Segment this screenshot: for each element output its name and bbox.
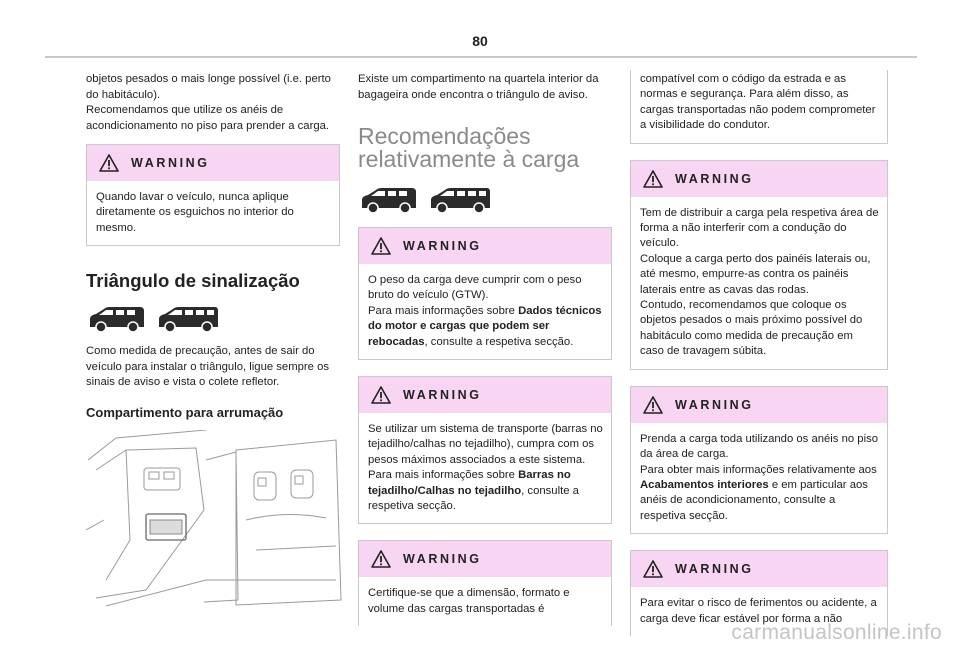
warning-heavy-text: Contudo, recomendamos que coloque os objetos pesados o mais próximo possível do habitáculo como medida de precaução em caso de travagem súbita. [640,299,863,358]
warning-title: WARNING [403,552,482,567]
warning-box [630,160,888,370]
warning-triangle-icon [371,550,391,568]
warning-reference [368,468,603,514]
watermark: carmanualsonline.info [731,621,942,644]
warning-header [359,377,611,413]
warning-title: WARNING [403,239,482,253]
warning-title: WARNING [131,156,210,170]
vehicle-variants [358,187,612,215]
warning-title: WARNING [675,562,754,577]
warning-text: Certifique-se que a dimensão, formato e volume das cargas transportadas é [368,587,570,615]
warning-title: WARNING [675,171,754,186]
subheading-storage: Compartimento para arrumação [86,404,284,420]
warning-header [631,161,887,197]
column-right [630,72,888,636]
warning-header [359,541,611,577]
warning-header [359,228,611,264]
warning-header [631,387,887,423]
warning-triangle-icon [643,396,663,414]
vehicle-variants [86,306,340,334]
continued-text: compatível com o código da estrada e as normas e segurança. Para além disso, as cargas transportadas não podem comprometer a visibilidade do condutor. [640,73,876,132]
loading-heading-line2: relativamente à carga [358,146,580,172]
reference-prefix: Para mais informações sobre [368,469,519,482]
page-number: 80 [472,33,488,49]
col1-intro-line2: Recomendamos que utilize os anéis de acondicionamento no piso para prender a carga. [86,104,330,132]
reference-suffix: e em particular aos anéis de acondicionamento, consulte a respetiva secção. [640,478,868,522]
warning-distribute-text: Tem de distribuir a carga pela respetiva área de forma a não interferir com a condução do veículo. [640,206,879,250]
warning-triangle-icon [371,386,391,404]
reference-prefix: Para mais informações sobre [368,304,519,317]
warning-triangle-icon [371,237,391,255]
warning-continuation [630,70,888,144]
warning-reference [368,304,603,350]
col1-intro [86,72,340,134]
warning-triangle-icon [99,154,119,172]
warning-text [631,197,887,369]
warning-header [87,145,339,181]
warning-box [358,227,612,360]
reference-link-text: Acabamentos interiores [640,478,769,491]
warning-text [359,413,611,523]
warning-text: Quando lavar o veículo, nunca aplique diretamente os esguichos no interior do mesmo. [96,191,294,234]
warning-text [631,423,887,533]
van-long-icon [428,187,492,215]
warning-text [359,264,611,359]
col1-intro-line1: objetos pesados o mais longe possível (i.e. perto do habitáculo). [86,73,331,101]
warning-box [630,386,888,534]
section-heading-triangle: Triângulo de sinalização [86,270,300,292]
reference-link-text: Dados técnicos do motor e cargas que podem ser rebocadas [368,304,602,348]
header-divider [45,56,917,58]
warning-triangle-icon [643,560,663,578]
warning-reference [640,463,879,525]
col2-intro: Existe um compartimento na quartela interior da bagageira onde encontra o triângulo de aviso. [358,73,599,101]
loading-heading-line1: Recomendações [358,123,531,149]
reference-prefix: Para obter mais informações relativamente aos [640,463,877,476]
column-middle [358,72,612,626]
warning-roof-text: Se utilizar um sistema de transporte (barras no tejadilho/calhas no tejadilho), cumpra com os pesos máximos associados a este sistema. [368,423,603,466]
warning-triangle-icon [643,170,663,188]
reference-link-text: Barras no tejadilho/Calhas no tejadilho [368,469,571,497]
warning-weight-text: O peso da carga deve cumprir com o peso bruto do veículo (GTW). [368,274,582,302]
warning-title: WARNING [675,397,754,412]
warning-text: Para evitar o risco de ferimentos ou acidente, a carga deve ficar estável por forma a não [640,597,877,625]
warning-box [358,376,612,524]
storage-compartment-illustration [86,430,342,608]
reference-suffix: , consulte a respetiva secção. [368,484,579,513]
warning-sides-text: Coloque a carga perto dos painéis laterais ou, até mesmo, empurre-as contra os painéis laterais entre as cavas das rodas. [640,252,871,296]
triangle-instructions: Como medida de precaução, antes de sair do veículo para instalar o triângulo, ligue sempre os sinais de aviso e vista o colete refletor. [86,345,330,389]
warning-box [86,144,340,246]
van-short-icon [358,187,418,215]
column-left [86,72,340,608]
van-long-icon [156,306,220,334]
loading-heading [358,125,612,171]
van-short-icon [86,306,146,334]
warning-title: WARNING [403,388,482,403]
reference-suffix: , consulte a respetiva secção. [424,335,574,348]
warning-box [358,540,612,626]
warning-secure-text: Prenda a carga toda utilizando os anéis no piso da área de carga. [640,432,879,461]
warning-header [631,551,887,587]
